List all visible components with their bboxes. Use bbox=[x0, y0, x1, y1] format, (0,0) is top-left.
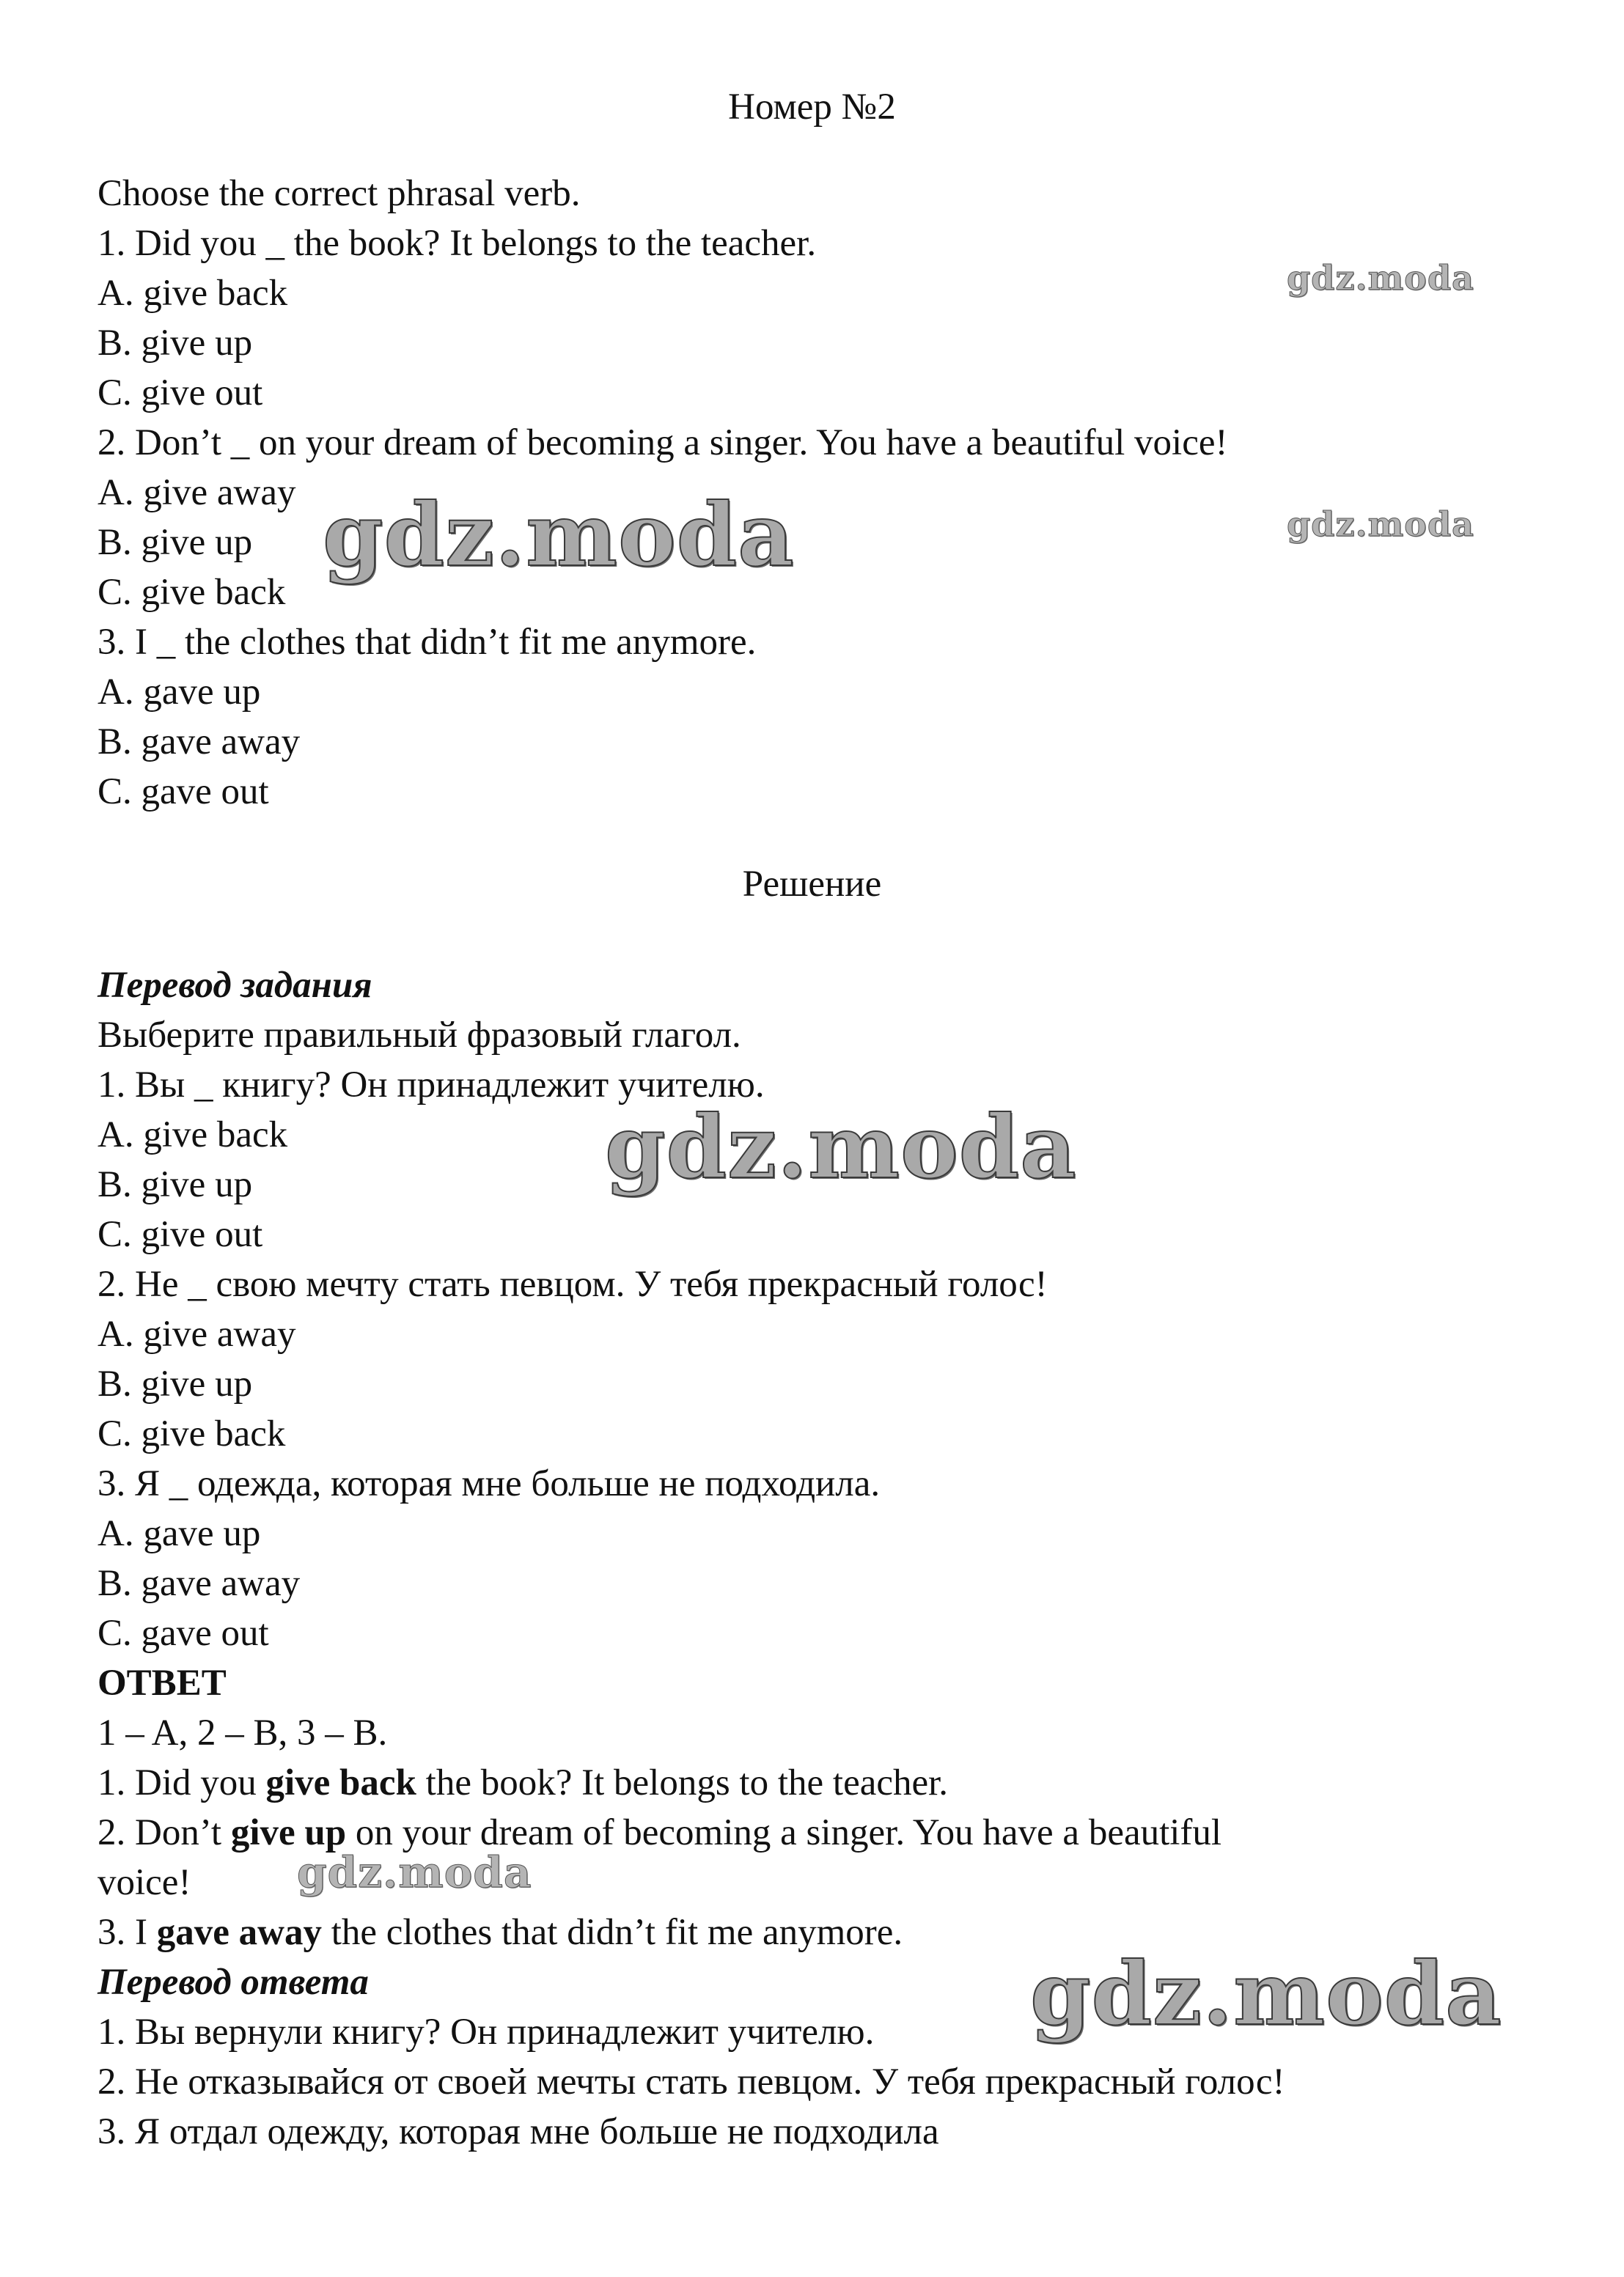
question-3-option-a: A. gave up bbox=[98, 672, 261, 713]
translation-question-2-option-a: A. give away bbox=[98, 1314, 296, 1355]
answer-translation-2: 2. Не отказывайся от своей мечты стать певцом. У тебя прекрасный голос! bbox=[98, 2061, 1285, 2103]
watermark-logo: gdz.moda bbox=[323, 484, 795, 586]
translation-question-3-option-b: B. gave away bbox=[98, 1563, 301, 1604]
question-1-prompt: 1. Did you _ the book? It belongs to the teacher. bbox=[98, 223, 817, 264]
question-3-prompt: 3. I _ the clothes that didn’t fit me anymore. bbox=[98, 622, 757, 663]
translation-question-1-option-b: B. give up bbox=[98, 1164, 253, 1205]
translation-instruction: Выберите правильный фразовый глагол. bbox=[98, 1015, 741, 1056]
translation-question-3-prompt: 3. Я _ одежда, которая мне больше не подходила. bbox=[98, 1463, 881, 1504]
answer-translation-heading: Перевод ответа bbox=[98, 1962, 369, 2003]
translation-question-3-option-a: A. gave up bbox=[98, 1513, 261, 1554]
answer-2-verb: give up bbox=[230, 1812, 347, 1853]
translation-question-2-option-c: C. give back bbox=[98, 1413, 286, 1454]
answer-1-verb: give back bbox=[265, 1762, 416, 1803]
question-2-option-a: A. give away bbox=[98, 472, 296, 513]
question-1-option-c: C. give out bbox=[98, 372, 263, 413]
question-2-option-c: C. give back bbox=[98, 572, 286, 613]
translation-question-2-prompt: 2. Не _ свою мечту стать певцом. У тебя прекрасный голос! bbox=[98, 1264, 1048, 1305]
answer-sentence-2: 2. Don’t give up on your dream of becoming a singer. You have a beautiful bbox=[98, 1812, 1222, 1853]
question-3-option-b: B. gave away bbox=[98, 721, 301, 762]
solution-title: Решение bbox=[742, 864, 882, 905]
watermark-logo: gdz.moda bbox=[1287, 258, 1474, 298]
answer-sentence-1: 1. Did you give back the book? It belongs to the teacher. bbox=[98, 1762, 949, 1803]
answer-sentence-2-continuation: voice! bbox=[98, 1862, 191, 1903]
page-title: Номер №2 bbox=[728, 87, 896, 128]
translation-question-1-option-c: C. give out bbox=[98, 1214, 263, 1255]
translation-heading: Перевод задания bbox=[98, 965, 372, 1006]
answer-3-verb: gave away bbox=[156, 1912, 322, 1953]
translation-question-1-option-a: A. give back bbox=[98, 1114, 288, 1155]
question-2-option-b: B. give up bbox=[98, 522, 253, 563]
question-1-option-b: B. give up bbox=[98, 323, 253, 364]
answer-sentence-3: 3. I gave away the clothes that didn’t fit me anymore. bbox=[98, 1912, 903, 1953]
answer-key: 1 – A, 2 – B, 3 – B. bbox=[98, 1713, 388, 1754]
answer-translation-3: 3. Я отдал одежду, которая мне больше не подходила bbox=[98, 2111, 939, 2152]
watermark-logo: gdz.moda bbox=[297, 1847, 532, 1897]
watermark-logo: gdz.moda bbox=[1030, 1943, 1502, 2045]
answer-heading: ОТВЕТ bbox=[98, 1663, 227, 1704]
task-instruction: Choose the correct phrasal verb. bbox=[98, 173, 581, 214]
question-2-prompt: 2. Don’t _ on your dream of becoming a singer. You have a beautiful voice! bbox=[98, 422, 1228, 463]
translation-question-1-prompt: 1. Вы _ книгу? Он принадлежит учителю. bbox=[98, 1064, 765, 1106]
watermark-logo: gdz.moda bbox=[605, 1096, 1077, 1198]
translation-question-2-option-b: B. give up bbox=[98, 1364, 253, 1405]
question-1-option-a: A. give back bbox=[98, 273, 288, 314]
question-3-option-c: C. gave out bbox=[98, 771, 269, 812]
translation-question-3-option-c: C. gave out bbox=[98, 1613, 269, 1654]
watermark-logo: gdz.moda bbox=[1287, 504, 1474, 544]
answer-translation-1: 1. Вы вернули книгу? Он принадлежит учителю. bbox=[98, 2012, 875, 2053]
